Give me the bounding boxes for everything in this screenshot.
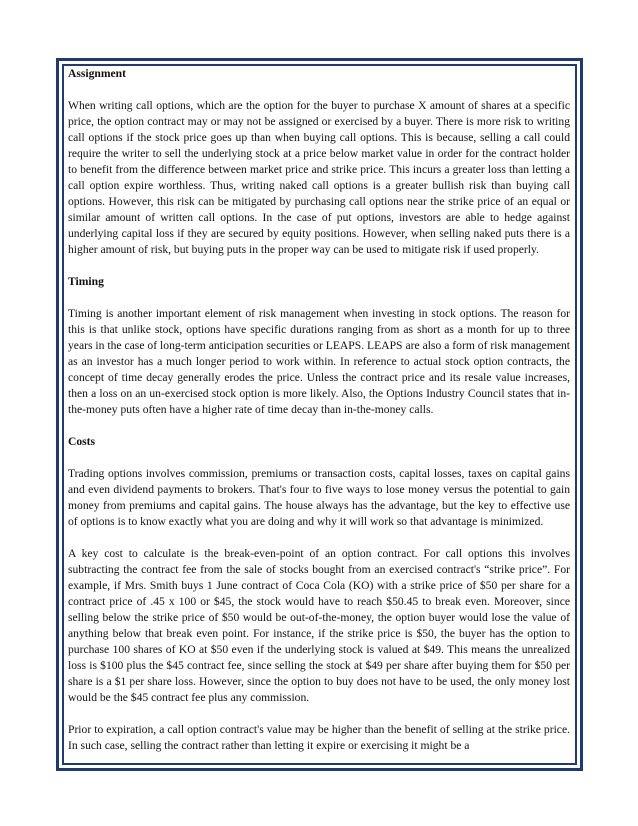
costs-paragraph-1: Trading options involves commission, premiums or transaction costs, capital losses, taxes on capital gains and even dividend payments to brokers. That's four to five ways to lose money versus the potential to gain money from premiums and capital gains. The house always has the advantage, but the key to effective use of options is to know exactly what you are doing and why it will work so that advantage is minimized.	[68, 467, 570, 528]
costs-paragraph-2: A key cost to calculate is the break-even-point of an option contract. For call options this involves subtracting the contract fee from the sale of stocks bought from an exercised contract's “strike price”. For example, if Mrs. Smith buys 1 June contract of Coca Cola (KO) with a strike price of $50 per share for a contract price of .45 x 100 or $45, the stock would have to reach $50.45 to break even. Moreover, since selling below the strike price of $50 would be out-of-the-money, the option buyer would lose the value of anything below that break even point. For instance, if the strike price is $50, the buyer has the option to purchase 100 shares of KO at $50 even if the underlying stock is valued at $49. This means the unrealized loss is $100 plus the $45 contract fee, since selling the stock at $49 per share after buying them for $50 per share is a $1 per share loss. However, since the option to buy does not have to be used, the only money lost would be the $45 contract fee plus any commission.	[68, 547, 570, 704]
document-body	[68, 66, 570, 754]
section-heading-costs: Costs	[68, 435, 96, 448]
assignment-paragraph: When writing call options, which are the option for the buyer to purchase X amount of shares at a specific price, the option contract may or may not be assigned or exercised by a buyer. There is more risk to writing call options if the stock price goes up than when buying call options. This is because, selling a call could require the writer to sell the underlying stock at a price below market value in order for the contract holder to benefit from the difference between market price and strike price. This incurs a greater loss than letting a call option expire worthless. Thus, writing naked call options is a greater bullish risk than buying call options. However, this risk can be mitigated by purchasing call options near the strike price of an equal or similar amount of written call options. In the case of put options, investors are able to hedge against underlying capital loss if they are secured by equity positions. However, when selling naked puts there is a higher amount of risk, but buying puts in the proper way can be used to mitigate risk if used properly.	[68, 99, 570, 256]
section-heading-assignment: Assignment	[68, 67, 126, 80]
costs-paragraph-3: Prior to expiration, a call option contract's value may be higher than the benefit of selling at the strike price. In such case, selling the contract rather than letting it expire or exercising it might be a	[68, 723, 570, 752]
section-heading-timing: Timing	[68, 275, 104, 288]
timing-paragraph: Timing is another important element of risk management when investing in stock options. The reason for this is that unlike stock, options have specific durations ranging from as short as a month for up to three years in the case of long-term anticipation securities or LEAPS. LEAPS are also a form of risk management as an investor has a much longer period to work within. In reference to actual stock option contracts, the concept of time decay generally erodes the price. Unless the contract price and its resale value increases, then a loss on an un-exercised stock option is more likely. Also, the Options Industry Council states that in-the-money puts often have a higher rate of time decay than in-the-money calls.	[68, 307, 570, 416]
